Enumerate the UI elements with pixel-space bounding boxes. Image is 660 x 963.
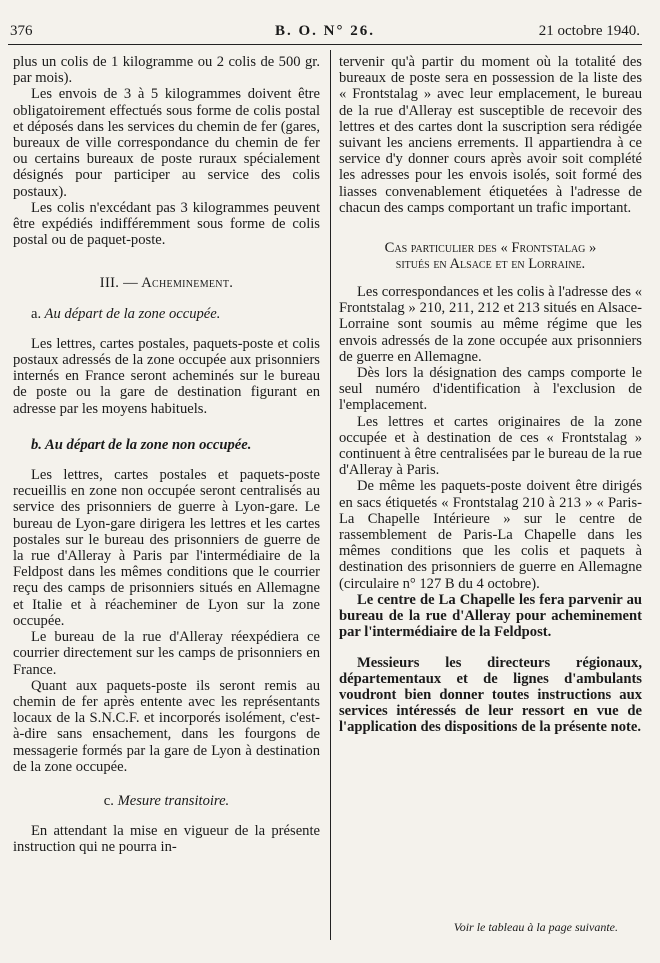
- subsection-letter: a.: [31, 305, 42, 322]
- paragraph: Les colis n'excédant pas 3 kilogrammes peuvent être expédiés indifféremment sous forme de colis postal ou de paquet-poste.: [13, 199, 320, 249]
- right-column: [339, 54, 642, 736]
- paragraph: Les lettres et cartes originaires de la zone occupée et à destination de ces « Frontstalag » continuent à être centralisées par le bureau de la rue d'Alleray à Paris.: [339, 413, 642, 479]
- page-header: [10, 20, 640, 42]
- subsection-letter: c.: [103, 792, 114, 809]
- paragraph: plus un colis de 1 kilogramme ou 2 colis de 500 gr. par mois).: [13, 54, 320, 87]
- subsection-title: Mesure transitoire.: [117, 792, 230, 809]
- heading-line: Cas particulier des « Frontstalag »: [384, 240, 597, 257]
- paragraph: Les envois de 3 à 5 kilogrammes doivent être obligatoirement effectués sous forme de colis postal et déposés dans les services du chemin de fer (gares, bureaux de ville correspondance du chemin de fer ou certains bureaux de poste ruraux spécialement désignés pour participer au service des colis postaux).: [13, 86, 320, 200]
- paragraph: Les lettres, cartes postales et paquets-poste recueillis en zone non occupée seront centralisés au service des prisonniers de guerre à Lyon-gare. Le bureau de Lyon-gare dirigera les lettres et les cartes postales sur le bureau des prisonniers de guerre de la rue d'Alleray à Paris par l'intermédiaire de la Feldpost dans les mêmes conditions que le courrier reçu des camps de prisonniers situés en Allemagne et Italie et à réacheminer de Lyon sur la zone occupée.: [13, 467, 320, 629]
- issue-date: 21 octobre 1940.: [538, 23, 640, 39]
- footer-note: Voir le tableau à la page suivante.: [453, 920, 618, 934]
- paragraph: En attendant la mise en vigueur de la présente instruction qui ne pourra in-: [13, 823, 320, 856]
- subsection-title: Au départ de la zone occupée.: [44, 305, 221, 322]
- paragraph: tervenir qu'à partir du moment où la totalité des bureaux de poste sera en possession de la liste des « Frontstalag » avec leur emplacement, le bureau de la rue d'Alleray est susceptible de recevoir des lettres et des cartes dont la suscription sera rédigée suivant les anciens errements. Il appartiendra à ce service d'y donner cours après avoir soit complété les adresses pour les envois isolés, soit formé des liasses convenablement étiquetées à l'adresse de chacun des camps comportant un trafic important.: [339, 54, 642, 216]
- paragraph: Quant aux paquets-poste ils seront remis au chemin de fer après entente avec les représentants locaux de la S.N.C.F. et incorporés isolément, c'est-à-dire sans ensachement, dans les fourgons de messagerie formés par la gare de Lyon à destination de la zone occupée.: [13, 677, 320, 775]
- bulletin-title: B. O. N° 26.: [274, 23, 375, 39]
- header-rule: [8, 44, 642, 45]
- paragraph: Dès lors la désignation des camps comporte le seul numéro d'identification à l'exclusion de l'emplacement.: [339, 365, 642, 414]
- subsection-heading-b: b. Au départ de la zone non occupée.: [31, 436, 252, 453]
- paragraph: De même les paquets-poste doivent être dirigés en sacs étiquetés « Frontstalag 210 à 213 » « Paris-La Chapelle Intérieure » sur le centre de rassemblement de Paris-La Chapelle dans les mêmes conditions que les colis et paquets à destination des prisonniers de guerre en Allemagne (circulaire n° 127 B du 4 octobre).: [339, 478, 642, 592]
- special-case-heading: [339, 240, 642, 272]
- left-column: [13, 54, 320, 856]
- paragraph: Le bureau de la rue d'Alleray réexpédiera ce courrier directement sur les camps de prisonniers en France.: [13, 629, 320, 678]
- paragraph: Les correspondances et les colis à l'adresse des « Frontstalag » 210, 211, 212 et 213 situés en Alsace-Lorraine sont soumis au même régime que les envois adressés de la zone occupée aux prisonniers de guerre en Allemagne.: [339, 284, 642, 365]
- heading-line: situés en Alsace et en Lorraine.: [395, 256, 586, 273]
- subsection-heading-c: [13, 793, 320, 809]
- paragraph: Le centre de La Chapelle les fera parvenir au bureau de la rue d'Alleray pour acheminement par l'intermédiaire de la Feldpost.: [339, 591, 642, 641]
- paragraph: Les lettres, cartes postales, paquets-poste et colis postaux adressés de la zone occupée aux prisonniers internés en France seront acheminés sur le bureau de poste ou la gare de destination figurant en adresse par les moyens habituels.: [13, 335, 320, 417]
- paragraph: Messieurs les directeurs régionaux, départementaux et de lignes d'ambulants voudront bien donner toutes instructions aux services intéressés de leur ressort en vue de l'application des dispositions de la présente note.: [339, 654, 642, 736]
- subsection-heading-a: [13, 306, 320, 322]
- page-number: 376: [10, 23, 33, 39]
- column-divider: [330, 50, 331, 940]
- section-heading: III. — Acheminement.: [99, 275, 234, 292]
